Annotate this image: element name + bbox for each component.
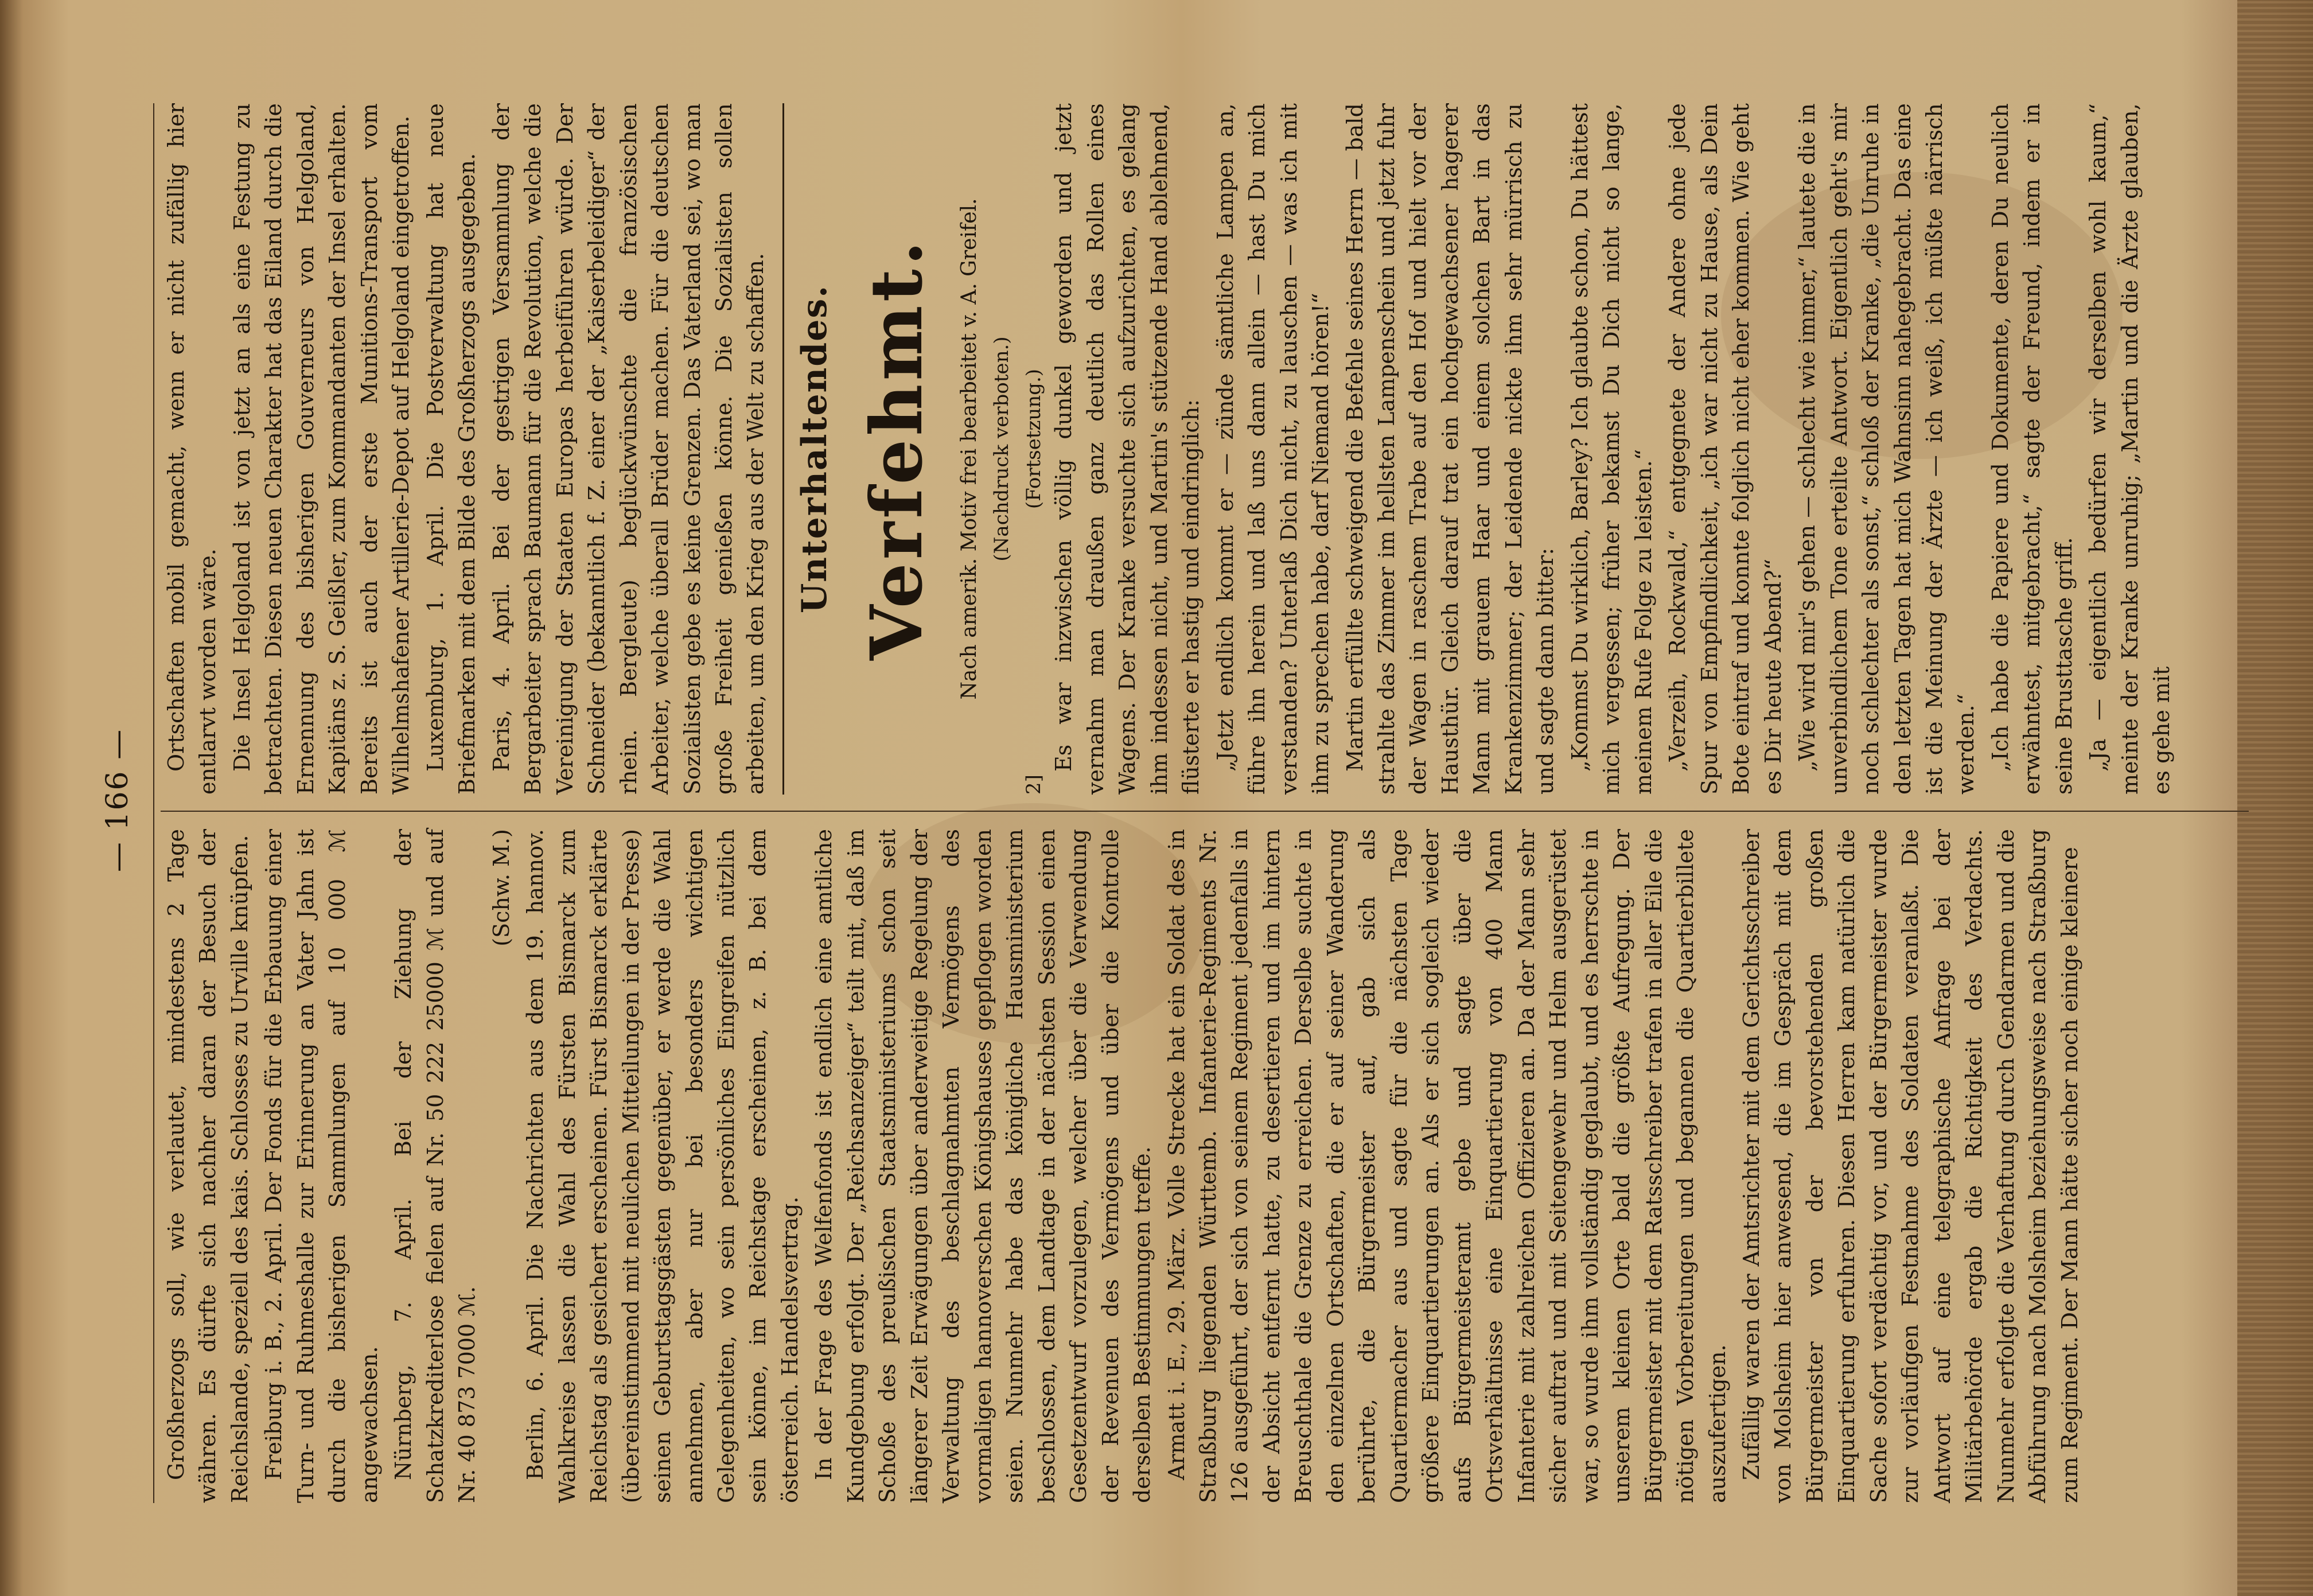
story-paragraph: „Kommst Du wirklich, Barley? Ich glaubte schon, Du hättest mich vergessen; früher bekamst Du Dich nicht so lange, meinem Rufe Folge zu leisten.“ <box>1567 103 1656 795</box>
news-source: (Schw. M.) <box>488 829 514 947</box>
news-paragraph: Paris, 4. April. Bei der gestrigen Versammlung der Bergarbeiter sprach Baumann für die Revolution, welche die Vereinigung der Staaten Europas herbeiführen würde. Der Schneider (bekanntlich f. Z. einer der „Kaiserbeleidiger“ der rhein. Bergleute) beglückwünschte die französischen Arbeiter, welche überall Brüder machen. Für die deutschen Sozialisten gebe es keine Grenzen. Das Vaterland sei, wo man große Freiheit genießen könne. Die Sozialisten sollen arbeiten, um den Krieg aus der Welt zu schaffen. <box>488 103 769 795</box>
newspaper-page <box>100 98 2257 1503</box>
header-rule <box>153 103 154 1503</box>
story-paragraph: „Ich habe die Papiere und Dokumente, deren Du neulich erwähntest, mitgebracht,“ sagte der Freund, indem er in seine Brusttasche griff. <box>1987 103 2077 795</box>
story-paragraph: „Jetzt endlich kommt er — zünde sämtliche Lampen an, führe ihn herein und laß uns dann allein — hast Du mich verstanden? Unterlaß Dich nicht, zu lauschen — was ich mit ihm zu sprechen habe, darf Niemand hören!“ <box>1212 103 1334 795</box>
installment-number: 2] <box>1022 774 1045 795</box>
reprint-note: (Nachdruck verboten.) <box>990 336 1014 562</box>
continuation-note: (Fortsetzung.) <box>1022 368 1045 509</box>
news-paragraph: Zufällig waren der Amtsrichter mit dem Gerichtsschreiber von Molsheim hier anwesend, die im Gespräch mit dem Bürgermeister von der bevorstehenden großen Einquartierung erfuhren. Diesen Herren kam natürlich die Sache sofort verdächtig vor, und der Bürgermeister wurde zur vorläufigen Festnahme des Soldaten veranlaßt. Die Antwort auf eine telegraphische Anfrage bei der Militärbehörde ergab die Richtigkeit des Verdachts. Nunmehr erfolgte die Verhaftung durch Gendarmen und die Abführung nach Molsheim beziehungsweise nach Straßburg zum Regiment. Der Mann hätte sicher noch einige kleinere <box>1738 829 2082 1503</box>
page-number: — 166 — <box>100 728 135 873</box>
column-news <box>161 829 2254 1503</box>
news-paragraph: Großherzogs soll, wie verlautet, mindestens 2 Tage währen. Es dürfte sich nachher daran der Besuch der Reichslande, speziell des kais. Schlosses zu Urville knüpfen. <box>163 829 252 1503</box>
news-paragraph: Freiburg i. B., 2. April. Der Fonds für die Erbauung einer Turn- und Ruhmeshalle zur Erinnerung an Vater Jahn ist durch die bisherigen Sammlungen auf 10 000 ℳ angewachsen. <box>261 829 382 1503</box>
news-paragraph: Berlin, 6. April. Die Nachrichten aus dem 19. hannov. Wahlkreise lassen die Wahl des Fürsten Bismarck zum Reichstag als gesichert erscheinen. Fürst Bismarck erklärte (übereinstimmend mit neulichen Mitteilungen in der Presse) seinen Geburtstagsgästen gegenüber, er werde die Wahl annehmen, aber nur bei besonders wichtigen Gelegenheiten, wo sein persönliches Eingreifen nützlich sein könne, im Reichstage erscheinen, z. B. bei dem österreich. Handelsvertrag. <box>523 829 803 1503</box>
news-paragraph: Ortschaften mobil gemacht, wenn er nicht zufällig hier entlarvt worden wäre. <box>163 103 221 795</box>
news-paragraph: Nürnberg, 7. April. Bei der Ziehung der Schatzkrediterlose fielen auf Nr. 50 222 25000 ℳ und auf Nr. 40 873 7000 ℳ. <box>391 829 480 1503</box>
section-rule <box>782 103 784 795</box>
story-paragraph: „Ja — eigentlich bedürfen wir derselben wohl kaum,“ meinte der Kranke unruhig; „Martin und die Ärzte glauben, es gehe mit <box>2085 103 2175 795</box>
story-byline: Nach amerik. Motiv frei bearbeitet v. A. Greifel. <box>957 198 981 700</box>
story-paragraph: Martin erfüllte schweigend die Befehle seines Herrn — bald strahlte das Zimmer im hellsten Lampenschein und jetzt fuhr der Wagen in raschem Trabe auf den Hof und hielt vor der Hausthür. Gleich darauf trat ein hochgewachsener hagerer Mann mit grauem Haar und einem solchen Bart in das Krankenzimmer; der Leidende nickte ihm sehr mürrisch zu und sagte dann bitter: <box>1342 103 1559 795</box>
story-title: Verfehmt. <box>855 237 939 661</box>
section-title: Unterhaltendes. <box>794 284 835 614</box>
news-paragraph: Armatt i. E., 29. März. Volle Strecke hat ein Soldat des in Straßburg liegenden Württemb. Infanterie-Regiments Nr. 126 ausgeführt, der sich von seinem Regiment jedenfalls in der Absicht entfernt hatte, zu desertieren und im hintern Breuschthale die Grenze zu erreichen. Derselbe suchte in den einzelnen Ortschaften, die er auf seiner Wanderung berührte, die Bürgermeister auf, gab sich als Quartiermacher aus und sagte für die nächsten Tage größere Einquartierungen an. Als er sich sogleich wieder aufs Bürgermeisteramt gebe und sagte über die Ortsverhältnisse eine Einquartierung von 400 Mann Infanterie mit zahlreichen Offizieren an. Da der Mann sehr sicher auftrat und mit Seitengewehr und Helm ausgerüstet war, so wurde ihm vollständig geglaubt, und es herrschte in unserem kleinen Orte bald die größte Aufregung. Der Bürgermeister mit dem Ratsschreiber trafen in aller Eile die nötigen Vorbereitungen und begannen die Quartierbillete auszufertigen. <box>1163 829 1730 1503</box>
news-paragraph: Luxemburg, 1. April. Die Postverwaltung hat neue Briefmarken mit dem Bilde des Großherzogs ausgegeben. <box>422 103 480 795</box>
story-paragraph: Es war inzwischen völlig dunkel geworden und jetzt vernahm man draußen ganz deutlich das Rollen eines Wagens. Der Kranke versuchte sich aufzurichten, es gelang ihm indessen nicht, und Martin's stützende Hand ablehnend, flüsterte er hastig und eindringlich: <box>1051 103 1204 795</box>
story-paragraph: „Verzeih, Rockwald,“ entgegnete der Andere ohne jede Spur von Empfindlichkeit, „ich war nicht zu Hause, als Dein Bote eintraf und konnte folglich nicht eher kommen. Wie geht es Dir heute Abend?“ <box>1665 103 1786 795</box>
story-paragraph: „Wie wird mir's gehen — schlecht wie immer,“ lautete die in unverbindlichem Tone erteilte Antwort. Eigentlich geht's mir noch schlechter als sonst,“ schloß der Kranke, „die Unruhe in den letzten Tagen hat mich Wahnsinn nahegebracht. Das eine ist die Meinung der Ärzte — ich weiß, ich müßte närrisch werden.“ <box>1794 103 1979 795</box>
column-news-and-story <box>161 103 2254 795</box>
column-divider <box>161 811 2249 812</box>
installment-row <box>1020 103 1049 795</box>
news-paragraph: Die Insel Helgoland ist von jetzt an als eine Festung zu betrachten. Diesen neuen Charakter hat das Eiland durch die Ernennung des bisherigen Gouverneurs von Helgoland, Kapitäns z. S. Geißler, zum Kommandanten der Insel erhalten. Bereits ist auch der erste Munitions-Transport vom Wilhelmshafener Artillerie-Depot auf Helgoland eingetroffen. <box>229 103 414 795</box>
news-paragraph: In der Frage des Welfenfonds ist endlich eine amtliche Kundgebung erfolgt. Der „Reichsanzeiger“ teilt mit, daß im Schoße des preußischen Staatsministeriums schon seit längerer Zeit Erwägungen über anderweitige Regelung der Verwaltung des beschlagnahmten Vermögens des vormaligen hannoverschen Königshauses gepflogen worden seien. Nunmehr habe das königliche Hausministerium beschlossen, dem Landtage in der nächsten Session einen Gesetzentwurf vorzulegen, welcher über die Verwendung der Revenuen des Vermögens und über die Kontrolle derselben Bestimmungen treffe. <box>811 829 1155 1503</box>
